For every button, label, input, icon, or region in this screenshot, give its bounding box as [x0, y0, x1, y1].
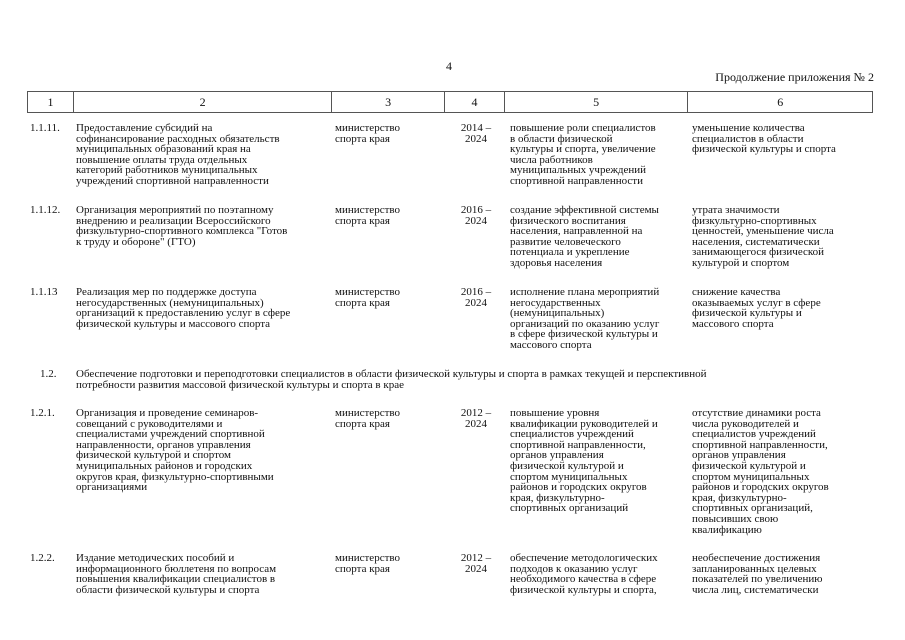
expected-result: исполнение плана мероприятий негосударственных (немуниципальных) организаций по оказанию услуг в сфере физической культуры и массового спорта	[510, 286, 660, 351]
page-number: 4	[446, 59, 452, 73]
responsible-executor: министерство спорта края	[335, 122, 401, 145]
implementation-period: 2016 – 2024	[460, 204, 492, 227]
header-col-6: 6	[777, 94, 784, 109]
non-implementation-consequences: отсутствие динамики роста числа руководителей и специалистов учреждений спортивной направленности, органов управления физической культурой и спортом муниципальных районов и городских округов края, физкультурно- спортивных организаций, повысивших свою квалификацию	[692, 407, 829, 536]
expected-result: повышение уровня квалификации руководителей и специалистов учреждений спортивной направленности, органов управления физической культурой и спортом муниципальных районов и городских округов края, физкультурно- спортивных организаций	[510, 407, 658, 515]
row-number: 1.1.12.	[30, 204, 61, 216]
responsible-executor: министерство спорта края	[335, 552, 401, 575]
implementation-period: 2016 – 2024	[460, 286, 492, 309]
header-col-2: 2	[74, 92, 332, 112]
row-number: 1.1.13	[30, 286, 58, 298]
responsible-executor: министерство спорта края	[335, 204, 401, 227]
activity-description: Организация мероприятий по поэтапному внедрению и реализации Всероссийского физкультурно-спортивного комплекса "Готов к труду и обороне" (ГТО)	[76, 204, 288, 248]
activity-description: Издание методических пособий и информационного бюллетеня по вопросам повышения квалификации специалистов в области физической культуры и спорта	[76, 552, 277, 596]
expected-result: создание эффективной системы физического воспитания населения, направленной на развитие человеческого потенциала и укрепление здоровья населения	[510, 204, 659, 269]
header-col-4: 4	[445, 92, 505, 112]
activity-description: Предоставление субсидий на софинансирование расходных обязательств муниципальных образований края на повышение оплаты труда отдельных категорий работников муниципальных учреждений спортивной направленности	[76, 122, 280, 187]
section-number: 1.2.	[40, 368, 57, 380]
row-number: 1.2.2.	[30, 552, 55, 564]
non-implementation-consequences: уменьшение количества специалистов в области физической культуры и спорта	[692, 122, 836, 156]
section-title: Обеспечение подготовки и переподготовки специалистов в области физической культуры и спорта в рамках текущей и перспективной потребности развития массовой физической культуры и спорта в крае	[76, 368, 707, 391]
responsible-executor: министерство спорта края	[335, 286, 401, 309]
header-col-1: 1	[28, 92, 74, 112]
row-number: 1.2.1.	[30, 407, 55, 419]
responsible-executor: министерство спорта края	[335, 407, 401, 430]
activity-description: Организация и проведение семинаров- совещаний с руководителями и специалистами учреждений спортивной направленности, органов управления физической культурой и спортом муниципальных районов и городских округов края, физкультурно-спортивными организациями	[76, 407, 274, 494]
expected-result: повышение роли специалистов в области физической культуры и спорта, увеличение числа работников муниципальных учреждений спортивной направленности	[510, 122, 656, 187]
activity-description: Реализация мер по поддержке доступа негосударственных (немуниципальных) организаций к предоставлению услуг в сфере физической культуры и массового спорта	[76, 286, 291, 330]
non-implementation-consequences: снижение качества оказываемых услуг в сфере физической культуры и массового спорта	[692, 286, 821, 330]
table-header-row	[27, 91, 873, 113]
expected-result: обеспечение методологических подходов к оказанию услуг необходимого качества в сфере физической культуры и спорта,	[510, 552, 658, 596]
implementation-period: 2012 – 2024	[460, 552, 492, 575]
implementation-period: 2014 – 2024	[460, 122, 492, 145]
non-implementation-consequences: утрата значимости физкультурно-спортивных ценностей, уменьшение числа населения, систематически занимающегося физической культурой и спортом	[692, 204, 834, 269]
header-col-5: 5	[505, 92, 689, 112]
non-implementation-consequences: необеспечение достижения запланированных целевых показателей по увеличению числа лиц, систематически	[692, 552, 823, 596]
implementation-period: 2012 – 2024	[460, 407, 492, 430]
header-col-3: 3	[332, 92, 445, 112]
appendix-continuation-note: Продолжение приложения № 2	[715, 70, 874, 84]
row-number: 1.1.11.	[30, 122, 60, 134]
